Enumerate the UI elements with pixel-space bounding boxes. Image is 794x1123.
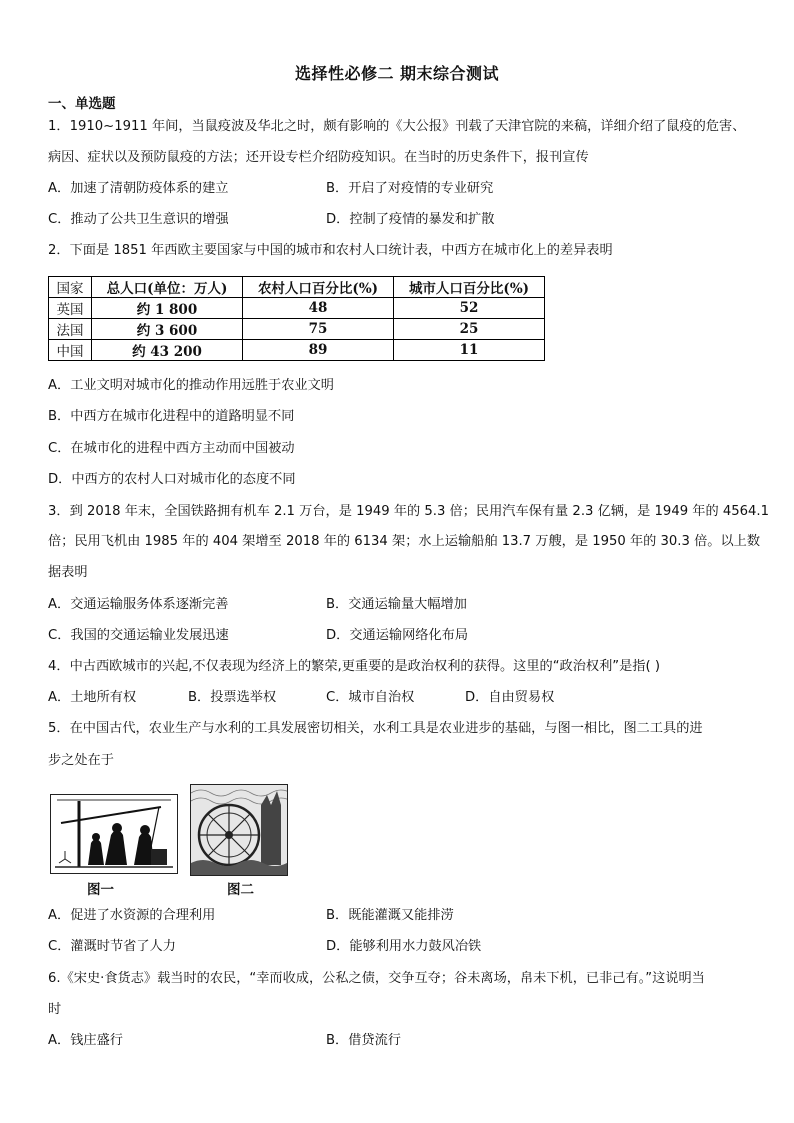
- q2-option-d: D．中西方的农村人口对城市化的态度不同: [48, 472, 296, 487]
- table-cell: 25: [394, 319, 545, 340]
- table-cell: 法国: [49, 319, 92, 340]
- population-table: [48, 276, 545, 361]
- q1-stem-line1: 1．1910~1911 年间，当鼠疫波及华北之时，颇有影响的《大公报》刊载了天津官院的来稿，详细介绍了鼠疫的危害、: [48, 119, 746, 134]
- q4-stem-line1: 4．中古西欧城市的兴起,不仅表现为经济上的繁荣,更重要的是政治权利的获得。这里的“政治权利”是指( ): [48, 659, 660, 674]
- table-cell: 75: [243, 319, 394, 340]
- q4-option-d: D．自由贸易权: [465, 690, 555, 705]
- table-cell: 11: [394, 340, 545, 361]
- q2-option-a: A．工业文明对城市化的推动作用远胜于农业文明: [48, 378, 334, 393]
- q2-stem-line1: 2．下面是 1851 年西欧主要国家与中国的城市和农村人口统计表，中西方在城市化上的差异表明: [48, 243, 613, 258]
- figure-two-caption: 图二: [227, 882, 254, 898]
- figure-one-caption: 图一: [87, 882, 114, 898]
- q3-stem-line3: 据表明: [48, 565, 88, 580]
- table-cell: 89: [243, 340, 394, 361]
- q6-option-a: A．钱庄盛行: [48, 1033, 123, 1048]
- q3-option-d: D．交通运输网络化布局: [326, 628, 469, 643]
- q3-option-c: C．我国的交通运输业发展迅速: [48, 628, 229, 643]
- table-cell: 约 43 200: [92, 340, 243, 361]
- q1-stem-line2: 病因、症状以及预防鼠疫的方法；还开设专栏介绍防疫知识。在当时的历史条件下，报刊宣传: [48, 150, 589, 165]
- q4-option-b: B．投票选举权: [188, 690, 277, 705]
- table-cell: 52: [394, 298, 545, 319]
- q2-option-b: B．中西方在城市化进程中的道路明显不同: [48, 409, 295, 424]
- table-cell: 约 3 600: [92, 319, 243, 340]
- q6-stem-line2: 时: [48, 1002, 62, 1017]
- q5-stem-line2: 步之处在于: [48, 753, 114, 768]
- table-header: 城市人口百分比(%): [394, 277, 545, 298]
- q1-option-a: A．加速了清朝防疫体系的建立: [48, 181, 229, 196]
- q3-option-a: A．交通运输服务体系逐渐完善: [48, 597, 229, 612]
- table-row: [49, 340, 545, 361]
- table-header: 总人口(单位：万人): [92, 277, 243, 298]
- table-cell: 48: [243, 298, 394, 319]
- q5-option-b: B．既能灌溉又能排涝: [326, 908, 454, 923]
- figure-one-image: [50, 794, 178, 874]
- table-cell: 约 1 800: [92, 298, 243, 319]
- table-row: [49, 298, 545, 319]
- page-title: 选择性必修二 期末综合测试: [294, 64, 500, 83]
- table-header: 国家: [49, 277, 92, 298]
- table-header-row: [49, 277, 545, 298]
- table-cell: 中国: [49, 340, 92, 361]
- q3-stem-line2: 倍；民用飞机由 1985 年的 404 架增至 2018 年的 6134 架；水上运输船舶 13.7 万艘，是 1950 年的 30.3 倍。以上数: [48, 534, 761, 549]
- q1-option-d: D．控制了疫情的暴发和扩散: [326, 212, 495, 227]
- q5-option-d: D．能够利用水力鼓风冶铁: [326, 939, 482, 954]
- q5-stem-line1: 5．在中国古代，农业生产与水利的工具发展密切相关，水利工具是农业进步的基础，与图一相比，图二工具的进: [48, 721, 703, 736]
- well-sweep-illustration: [51, 795, 177, 873]
- section-heading: 一、单选题: [48, 96, 116, 112]
- figure-two-image: [190, 784, 288, 876]
- q1-option-c: C．推动了公共卫生意识的增强: [48, 212, 229, 227]
- q5-option-c: C．灌溉时节省了人力: [48, 939, 176, 954]
- table-row: [49, 319, 545, 340]
- q4-option-c: C．城市自治权: [326, 690, 415, 705]
- table-header: 农村人口百分比(%): [243, 277, 394, 298]
- water-wheel-illustration: [191, 785, 287, 875]
- q5-option-a: A．促进了水资源的合理利用: [48, 908, 216, 923]
- q4-option-a: A．土地所有权: [48, 690, 137, 705]
- q2-option-c: C．在城市化的进程中西方主动而中国被动: [48, 441, 295, 456]
- q6-option-b: B．借贷流行: [326, 1033, 401, 1048]
- table-cell: 英国: [49, 298, 92, 319]
- q6-stem-line1: 6.《宋史·食货志》载当时的农民，“幸而收成，公私之债，交争互夺；谷未离场，帛未下机，已非己有。”这说明当: [48, 971, 705, 986]
- q1-option-b: B．开启了对疫情的专业研究: [326, 181, 494, 196]
- q3-stem-line1: 3．到 2018 年末，全国铁路拥有机车 2.1 万台，是 1949 年的 5.3 倍；民用汽车保有量 2.3 亿辆，是 1949 年的 4564.1: [48, 504, 770, 519]
- q3-option-b: B．交通运输量大幅增加: [326, 597, 467, 612]
